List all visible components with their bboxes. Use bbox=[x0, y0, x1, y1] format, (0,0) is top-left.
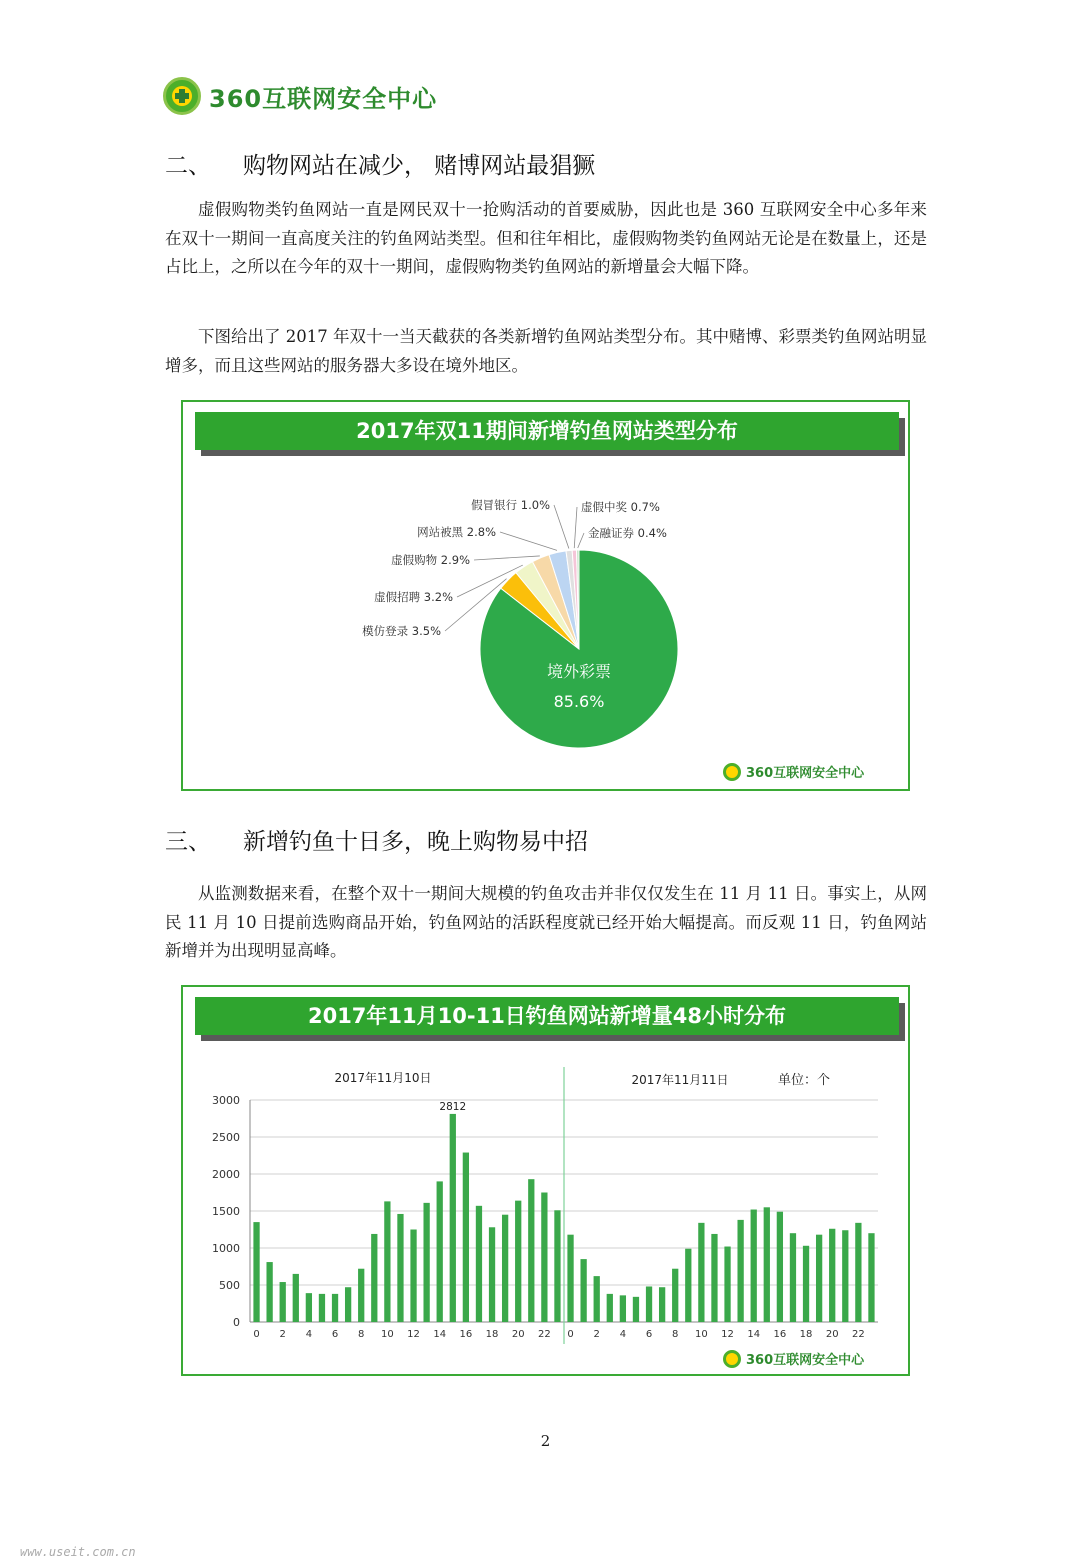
pie-chart bbox=[183, 402, 908, 789]
section3-number: 三、 bbox=[165, 829, 211, 855]
bar bbox=[803, 1246, 809, 1322]
bar-chart bbox=[183, 987, 908, 1374]
bar bbox=[607, 1294, 613, 1322]
bar bbox=[515, 1201, 521, 1322]
x-tick-label: 4 bbox=[619, 1329, 627, 1340]
y-tick-label: 1500 bbox=[212, 1205, 240, 1218]
x-tick-label: 16 bbox=[773, 1329, 787, 1340]
pie-value-label: 85.6% bbox=[553, 692, 605, 711]
x-tick-label: 22 bbox=[852, 1329, 865, 1340]
x-tick-label: 18 bbox=[799, 1329, 813, 1340]
section2-number: 二、 bbox=[165, 153, 211, 179]
x-tick-label: 10 bbox=[695, 1329, 708, 1340]
bar bbox=[397, 1214, 403, 1322]
pie-leader-line bbox=[578, 533, 584, 548]
day-label: 2017年11月11日 bbox=[631, 1073, 729, 1087]
bar bbox=[751, 1210, 757, 1322]
x-tick-label: 16 bbox=[459, 1329, 473, 1340]
y-tick-label: 2500 bbox=[212, 1131, 240, 1144]
header-logo bbox=[163, 76, 437, 116]
bar bbox=[816, 1235, 822, 1322]
bar bbox=[266, 1262, 272, 1322]
bar-figure-logo-text: 360互联网安全中心 bbox=[746, 1353, 865, 1368]
bar bbox=[868, 1233, 874, 1322]
x-tick-label: 14 bbox=[747, 1329, 761, 1340]
x-tick-label: 8 bbox=[672, 1329, 679, 1340]
x-tick-label: 4 bbox=[305, 1329, 313, 1340]
x-tick-label: 12 bbox=[407, 1329, 420, 1340]
pie-figure-logo-text: 360互联网安全中心 bbox=[746, 766, 865, 781]
bar bbox=[790, 1233, 796, 1322]
pie-label: 虚假招聘 3.2% bbox=[374, 590, 453, 604]
pie-figure-logo bbox=[723, 762, 864, 781]
watermark: www.useit.com.cn bbox=[20, 1545, 136, 1559]
pie-label: 金融证券 0.4% bbox=[588, 526, 667, 540]
x-tick-label: 6 bbox=[331, 1329, 339, 1340]
x-tick-label: 8 bbox=[358, 1329, 365, 1340]
pie-label: 境外彩票 bbox=[546, 662, 612, 681]
bar bbox=[437, 1181, 443, 1322]
bar bbox=[554, 1210, 560, 1322]
section3-title: 新增钓鱼十日多，晚上购物易中招 bbox=[243, 829, 588, 855]
y-tick-label: 0 bbox=[233, 1316, 240, 1329]
bar bbox=[371, 1234, 377, 1322]
bar bbox=[594, 1276, 600, 1322]
pie-label: 网站被黑 2.8% bbox=[417, 525, 496, 539]
unit-label: 单位：个 bbox=[778, 1073, 831, 1088]
x-tick-label: 2 bbox=[593, 1329, 600, 1340]
logo-badge-icon bbox=[163, 77, 201, 115]
bar bbox=[764, 1207, 770, 1322]
bar bbox=[476, 1206, 482, 1322]
bar bbox=[620, 1295, 626, 1322]
bar-figure-logo bbox=[723, 1349, 864, 1368]
bar bbox=[423, 1203, 429, 1322]
page-number: 2 bbox=[540, 1432, 551, 1450]
bar-figure bbox=[181, 985, 910, 1376]
section3-heading bbox=[165, 823, 588, 856]
x-tick-label: 20 bbox=[825, 1329, 839, 1340]
day-label: 2017年11月10日 bbox=[334, 1071, 432, 1085]
pie-leader-line bbox=[500, 532, 557, 550]
pie-label: 虚假中奖 0.7% bbox=[581, 500, 660, 514]
x-tick-label: 22 bbox=[538, 1329, 551, 1340]
bar bbox=[855, 1223, 861, 1322]
bar bbox=[659, 1287, 665, 1322]
section2-heading bbox=[165, 147, 595, 180]
y-tick-label: 500 bbox=[219, 1279, 240, 1292]
x-tick-label: 14 bbox=[433, 1329, 447, 1340]
pie-chart-title: 2017年双11期间新增钓鱼网站类型分布 bbox=[195, 412, 899, 450]
bar bbox=[280, 1282, 286, 1322]
bar bbox=[293, 1274, 299, 1322]
bar bbox=[724, 1247, 730, 1322]
x-tick-label: 0 bbox=[253, 1329, 260, 1340]
bar bbox=[829, 1229, 835, 1322]
bar bbox=[737, 1220, 743, 1322]
bar bbox=[463, 1153, 469, 1322]
bar bbox=[410, 1230, 416, 1323]
bar bbox=[502, 1215, 508, 1322]
y-tick-label: 3000 bbox=[212, 1094, 240, 1107]
x-tick-label: 2 bbox=[279, 1329, 286, 1340]
mini-logo-icon bbox=[723, 763, 741, 781]
bar bbox=[358, 1269, 364, 1322]
bar bbox=[319, 1294, 325, 1322]
pie-leader-line bbox=[554, 505, 569, 549]
bar bbox=[672, 1269, 678, 1322]
bar bbox=[685, 1249, 691, 1322]
bar bbox=[450, 1114, 456, 1322]
x-tick-label: 6 bbox=[645, 1329, 653, 1340]
pie-label: 虚假购物 2.9% bbox=[391, 553, 470, 567]
pie-label: 模仿登录 3.5% bbox=[362, 624, 441, 638]
logo-text: 360互联网安全中心 bbox=[209, 84, 438, 113]
section2-paragraph-2: 下图给出了 2017 年双十一当天截获的各类新增钓鱼网站类型分布。其中赌博、彩票类钓鱼网站明显增多，而且这些网站的服务器大多设在境外地区。 bbox=[165, 327, 927, 375]
x-tick-label: 0 bbox=[567, 1329, 574, 1340]
y-tick-label: 1000 bbox=[212, 1242, 240, 1255]
bar bbox=[567, 1235, 573, 1322]
bar bbox=[842, 1230, 848, 1322]
bar bbox=[633, 1297, 639, 1322]
bar bbox=[541, 1193, 547, 1323]
pie-leader-line bbox=[574, 507, 577, 548]
bar bbox=[306, 1293, 312, 1322]
bar bbox=[646, 1286, 652, 1322]
bar bbox=[384, 1201, 390, 1322]
bar bbox=[528, 1179, 534, 1322]
bar-chart-title: 2017年11月10-11日钓鱼网站新增量48小时分布 bbox=[195, 997, 899, 1035]
y-tick-label: 2000 bbox=[212, 1168, 240, 1181]
pie-figure bbox=[181, 400, 910, 791]
bar bbox=[489, 1227, 495, 1322]
bar bbox=[253, 1222, 259, 1322]
pie-leader-line bbox=[474, 556, 540, 560]
bar bbox=[698, 1223, 704, 1322]
section2-paragraph-1: 虚假购物类钓鱼网站一直是网民双十一抢购活动的首要威胁，因此也是 360 互联网安全中心多年来在双十一期间一直高度关注的钓鱼网站类型。但和往年相比，虚假购物类钓鱼网站无论是在数量上，还是占比上，之所以在今年的双十一期间，虚假购物类钓鱼网站的新增量会大幅下降。 bbox=[165, 200, 927, 276]
bar bbox=[345, 1287, 351, 1322]
x-tick-label: 18 bbox=[485, 1329, 499, 1340]
section2-title: 购物网站在减少， 赌博网站最猖獗 bbox=[243, 153, 596, 179]
mini-logo-icon bbox=[723, 1350, 741, 1368]
bar bbox=[777, 1212, 783, 1322]
pie-label: 假冒银行 1.0% bbox=[471, 498, 550, 512]
bar bbox=[580, 1259, 586, 1322]
x-tick-label: 12 bbox=[721, 1329, 734, 1340]
x-tick-label: 20 bbox=[511, 1329, 525, 1340]
x-tick-label: 10 bbox=[381, 1329, 394, 1340]
bar bbox=[711, 1234, 717, 1322]
data-label: 2812 bbox=[439, 1100, 467, 1113]
section3-paragraph-1: 从监测数据来看，在整个双十一期间大规模的钓鱼攻击并非仅仅发生在 11 月 11 日。事实上，从网民 11 月 10 日提前选购商品开始，钓鱼网站的活跃程度就已经开始大幅提高。而反观 11 日，钓鱼网站新增并为出现明显高峰。 bbox=[165, 884, 927, 960]
bar bbox=[332, 1294, 338, 1322]
